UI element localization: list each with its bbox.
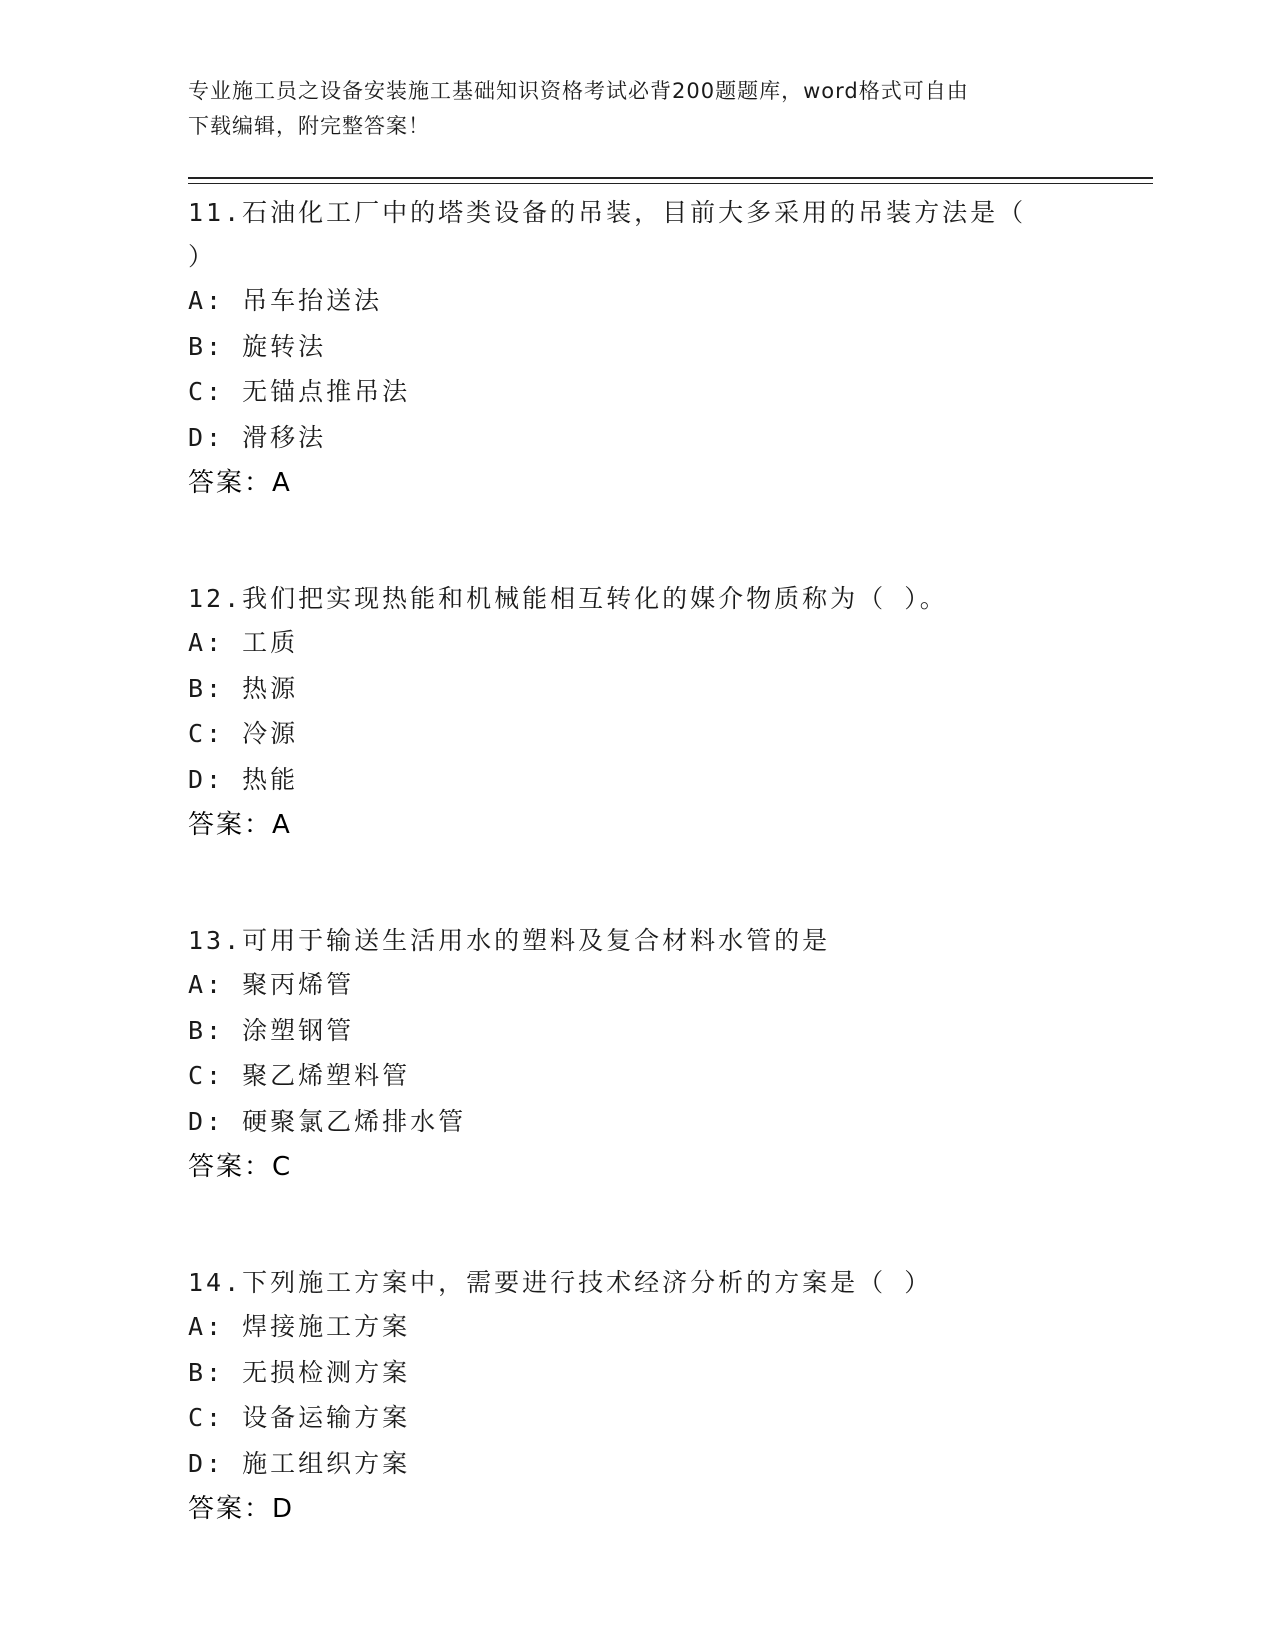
question-stem: 12.我们把实现热能和机械能相互转化的媒介物质称为（ ）。	[188, 584, 948, 613]
option-a: A: 聚丙烯管	[188, 970, 355, 999]
option-b: B: 无损检测方案	[188, 1357, 411, 1387]
header-line-1: 专业施工员之设备安装施工基础知识资格考试必背200题题库，word格式可自由	[188, 79, 969, 103]
question-list	[188, 190, 1068, 1532]
option-a: A: 焊接施工方案	[188, 1312, 411, 1341]
question-spacer	[188, 1190, 1068, 1260]
header-line-2: 下载编辑，附完整答案！	[188, 114, 430, 138]
answer: 答案：A	[188, 468, 292, 498]
option-c: C: 冷源	[188, 719, 299, 748]
option-d: D: 硬聚氯乙烯排水管	[188, 1106, 467, 1136]
question-stem-continued: ）	[188, 242, 217, 271]
option-a: A: 吊车抬送法	[188, 286, 383, 315]
option-b: B: 涂塑钢管	[188, 1015, 355, 1045]
answer: 答案：D	[188, 1494, 295, 1524]
question-stem: 11.石油化工厂中的塔类设备的吊装，目前大多采用的吊装方法是（	[188, 198, 1027, 227]
answer: 答案：C	[188, 1152, 293, 1182]
option-d: D: 热能	[188, 764, 299, 794]
header-divider-thick	[188, 177, 1153, 179]
question-11	[188, 190, 1068, 506]
option-c: C: 聚乙烯塑料管	[188, 1061, 411, 1090]
option-b: B: 旋转法	[188, 331, 327, 361]
option-d: D: 滑移法	[188, 422, 327, 452]
question-spacer	[188, 506, 1068, 576]
option-d: D: 施工组织方案	[188, 1448, 411, 1478]
answer: 答案：A	[188, 810, 292, 840]
question-stem: 14.下列施工方案中，需要进行技术经济分析的方案是（ ）	[188, 1268, 933, 1297]
option-c: C: 设备运输方案	[188, 1403, 411, 1432]
question-14	[188, 1260, 1068, 1532]
document-header	[188, 74, 1068, 144]
question-stem: 13.可用于输送生活用水的塑料及复合材料水管的是	[188, 926, 831, 955]
option-b: B: 热源	[188, 673, 299, 703]
question-spacer	[188, 848, 1068, 918]
option-c: C: 无锚点推吊法	[188, 377, 411, 406]
question-12	[188, 576, 1068, 848]
header-divider-thin	[188, 183, 1153, 184]
option-a: A: 工质	[188, 628, 299, 657]
question-13	[188, 918, 1068, 1190]
